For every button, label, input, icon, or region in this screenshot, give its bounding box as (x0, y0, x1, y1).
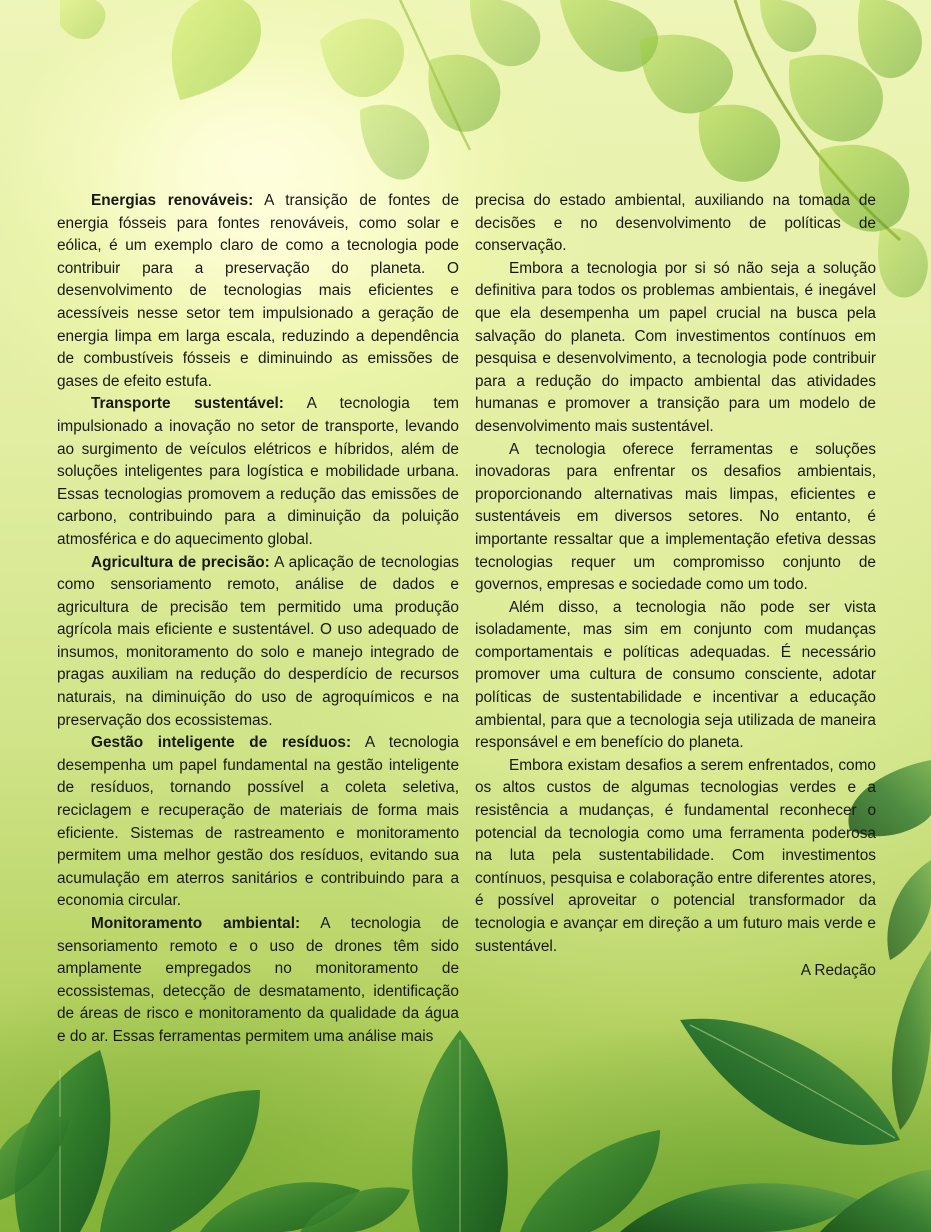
paragraph-renewable-energy (57, 190, 459, 393)
heading-waste-management: Gestão inteligente de resíduos: (91, 734, 352, 752)
paragraph-sustainable-transport (57, 393, 459, 551)
heading-precision-agriculture: Agricultura de precisão: (91, 553, 270, 571)
heading-sustainable-transport: Transporte sustentável: (91, 395, 284, 413)
text-waste-management: A tecnologia desempenha um papel fundamental na gestão inteligente de resíduos, tornando possível a coleta seletiva, reciclagem e recuperação de materiais de forma mais eficiente. Sistemas de rastreamento e monitoramento permitem uma melhor gestão dos resíduos, evitando sua acumulação em aterros sanitários e contribuindo para a economia circular. (57, 734, 459, 910)
signature: A Redação (800, 962, 876, 980)
paragraph-precision-agriculture (57, 552, 459, 733)
text-precision-agriculture: A aplicação de tecnologias como sensoriamento remoto, análise de dados e agricultura de precisão tem permitido uma produção agrícola mais eficiente e sustentável. O uso adequado de insumos, monitoramento do solo e manejo integrado de pragas auxiliam na redução do desperdício de recursos naturais, na diminuição do uso de agroquímicos e na preservação dos ecossistemas. (57, 553, 459, 729)
paragraph-behavior-change: Além disso, a tecnologia não pode ser vista isoladamente, mas sim em conjunto com mudanças comportamentais e políticas adequadas. É necessário promover uma cultura de consumo consciente, adotar políticas de sustentabilidade e incentivar a educação ambiental, para que a tecnologia seja utilizada de maneira responsável e em benefício do planeta. (475, 598, 876, 752)
paragraph-innovative-tools: A tecnologia oferece ferramentas e soluções inovadoras para enfrentar os desafios ambientais, proporcionando alternativas mais limpas, eficientes e sustentáveis em diversos setores. No entanto, é importante ressaltar que a implementação efetiva dessas tecnologias requer um compromisso conjunto de governos, empresas e sociedade como um todo. (475, 440, 876, 594)
paragraph-continuation: precisa do estado ambiental, auxiliando na tomada de decisões e no desenvolvimento de políticas de conservação. (475, 192, 876, 255)
paragraph-waste-management (57, 732, 459, 913)
text-renewable-energy: A transição de fontes de energia fósseis para fontes renováveis, como solar e eólica, é um exemplo claro de como a tecnologia pode contribuir para a preservação do planeta. O desenvolvimento de tecnologias mais eficientes e acessíveis nesse setor tem impulsionado a geração de energia limpa em larga escala, reduzindo a dependência de combustíveis fósseis e diminuindo as emissões de gases de efeito estufa. (57, 192, 460, 390)
left-column (57, 190, 459, 1049)
paragraph-environmental-monitoring (57, 913, 459, 1049)
right-column (475, 190, 876, 983)
text-sustainable-transport: A tecnologia tem impulsionado a inovação no setor de transporte, levando ao surgimento de veículos elétricos e híbridos, além de soluções inteligentes para logística e mobilidade urbana. Essas tecnologias promovem a redução das emissões de carbono, contribuindo para a diminuição da poluição atmosférica e do aquecimento global. (57, 395, 459, 548)
paragraph-challenges: Embora existam desafios a serem enfrentados, como os altos custos de algumas tecnologias verdes e a resistência a mudanças, é fundamental reconhecer o potencial da tecnologia como uma ferramenta poderosa na luta pela sustentabilidade. Com investimentos contínuos, pesquisa e colaboração entre diferentes atores, é possível aproveitar o potencial transformador da tecnologia e avançar em direção a um futuro mais verde e sustentável. (475, 756, 876, 955)
heading-environmental-monitoring: Monitoramento ambiental: (91, 915, 301, 932)
paragraph-technology-role: Embora a tecnologia por si só não seja a solução definitiva para todos os problemas ambientais, é inegável que ela desempenha um papel crucial na busca pela salvação do planeta. Com investimentos contínuos em pesquisa e desenvolvimento, a tecnologia pode contribuir para a redução do impacto ambiental das atividades humanas e promover a transição para um modelo de desenvolvimento mais sustentável. (475, 259, 876, 435)
heading-renewable-energy: Energias renováveis: (91, 192, 254, 209)
text-environmental-monitoring: A tecnologia de sensoriamento remoto e o uso de drones têm sido amplamente empregados no monitoramento de ecossistemas, detecção de desmatamento, identificação de áreas de risco e monitoramento da qualidade da água e do ar. Essas ferramentas permitem uma análise mais (57, 915, 459, 1045)
